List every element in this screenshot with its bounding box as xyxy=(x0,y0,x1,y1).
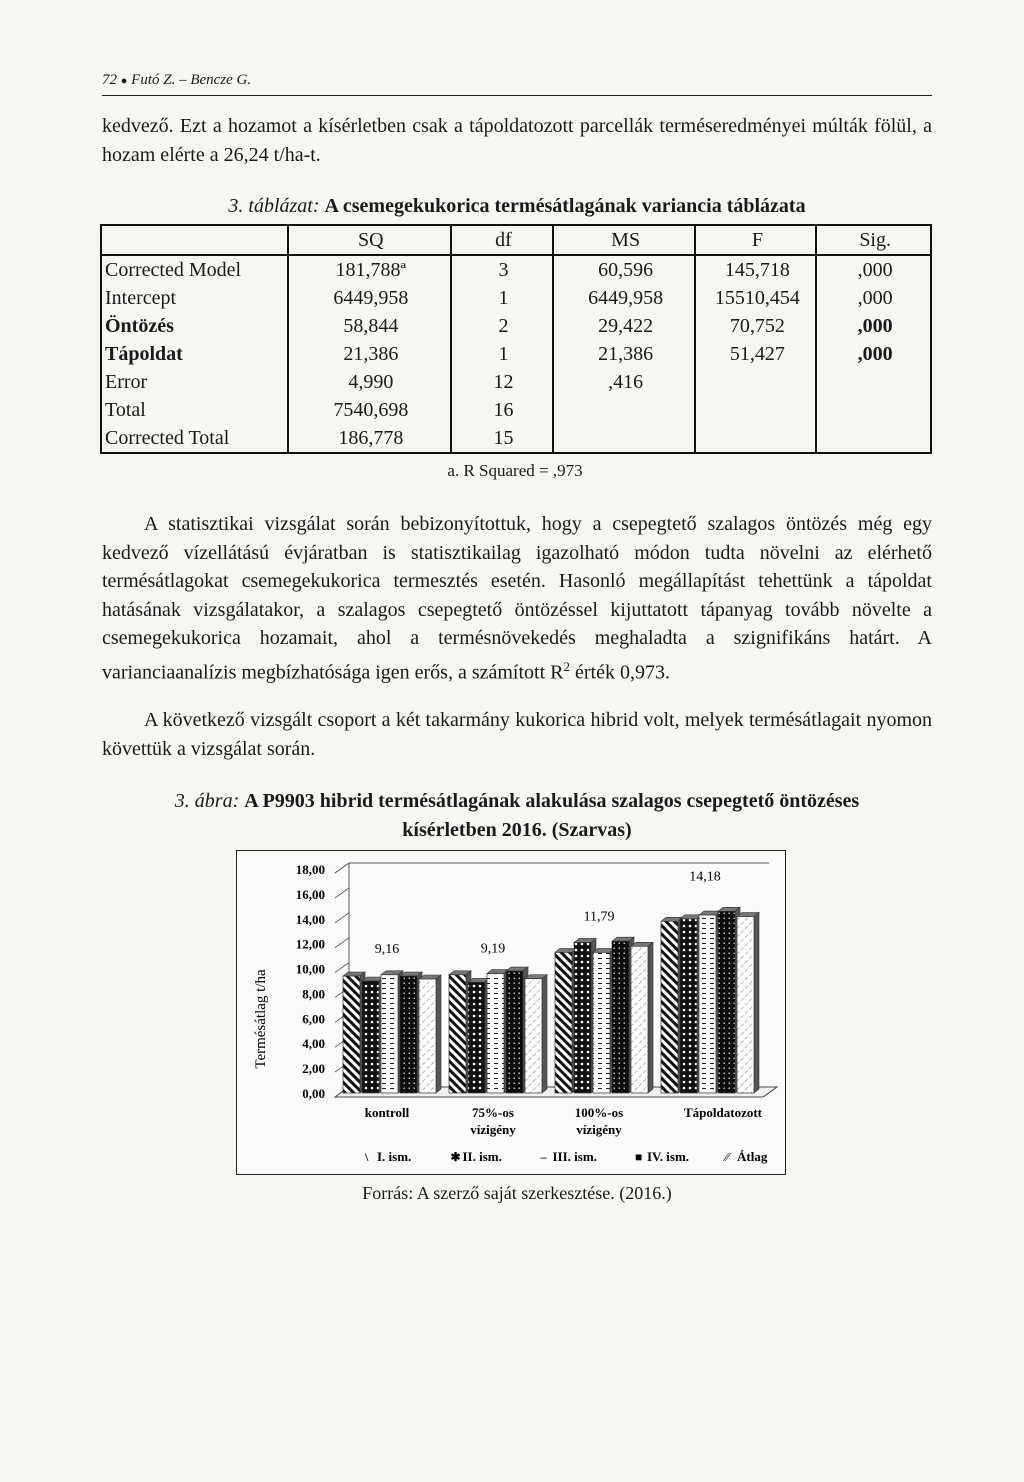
table-row xyxy=(101,396,931,424)
table-row xyxy=(101,340,931,368)
anova-header-sq: SQ xyxy=(288,225,452,255)
paragraph-1-superscript: 2 xyxy=(563,658,570,674)
anova-header-ms: MS xyxy=(553,225,696,255)
row-source: Tápoldat xyxy=(101,340,288,368)
y-tick-label: 16,00 xyxy=(295,886,325,902)
anova-footnote: a. R Squared = ,973 xyxy=(447,461,583,480)
row-f: 70,752 xyxy=(695,312,816,340)
row-sq: 21,386 xyxy=(288,340,452,368)
row-sq: 6449,958 xyxy=(288,284,452,312)
x-tick-label: vízigény xyxy=(470,1122,516,1137)
row-sq: 7540,698 xyxy=(288,396,452,424)
y-tick-mark xyxy=(335,938,349,948)
paragraph-1-tail: érték 0,973. xyxy=(570,661,670,684)
bar-side xyxy=(436,975,441,1093)
running-header xyxy=(102,72,932,89)
y-tick-mark xyxy=(335,963,349,973)
row-sig xyxy=(816,424,931,453)
table-row xyxy=(101,312,931,340)
row-sig: ,000 xyxy=(816,340,931,368)
bar xyxy=(381,975,398,1093)
table-row xyxy=(101,284,931,312)
y-tick-mark xyxy=(335,863,349,873)
row-source: Corrected Model xyxy=(101,255,288,284)
data-label: 11,79 xyxy=(583,909,615,925)
bar-side xyxy=(754,913,759,1093)
table-caption xyxy=(102,192,932,221)
data-label: 9,16 xyxy=(374,942,400,958)
bar xyxy=(593,952,610,1093)
bar xyxy=(574,942,591,1093)
row-f: 15510,454 xyxy=(695,284,816,312)
bar xyxy=(612,941,629,1093)
bar-side xyxy=(648,942,653,1093)
legend-label: I. ism. xyxy=(377,1149,412,1164)
table-row xyxy=(101,424,931,453)
x-tick-label: 100%-os xyxy=(574,1105,624,1120)
row-df: 3 xyxy=(451,255,553,284)
row-sig: ,000 xyxy=(816,312,931,340)
legend-marker: ∕∕ xyxy=(725,1150,730,1164)
bar xyxy=(468,982,485,1093)
chart-frame xyxy=(236,850,786,1175)
row-sq: 58,844 xyxy=(288,312,452,340)
row-df: 1 xyxy=(451,340,553,368)
paragraph-2 xyxy=(102,706,932,763)
y-tick-mark xyxy=(335,888,349,898)
figure-caption-label: 3. ábra: xyxy=(174,790,240,812)
bar xyxy=(631,946,648,1093)
bar xyxy=(718,911,735,1093)
header-authors: Futó Z. – Bencze G. xyxy=(131,72,252,88)
row-source: Total xyxy=(101,396,288,424)
row-source: Öntözés xyxy=(101,312,288,340)
data-label: 9,19 xyxy=(480,941,506,957)
bar xyxy=(680,919,697,1093)
anova-header-sig: Sig. xyxy=(816,225,931,255)
x-tick-label: kontroll xyxy=(364,1105,410,1120)
row-f: 145,718 xyxy=(695,255,816,284)
anova-header-source xyxy=(101,225,288,255)
legend-marker: ✱ xyxy=(450,1150,461,1164)
paragraph-1 xyxy=(102,510,932,687)
legend-marker: – xyxy=(540,1150,547,1164)
row-sq: 186,778 xyxy=(288,424,452,453)
data-label: 14,18 xyxy=(689,869,721,885)
bar xyxy=(661,921,678,1093)
row-sig xyxy=(816,396,931,424)
bar xyxy=(400,976,417,1093)
row-ms: 6449,958 xyxy=(553,284,696,312)
page-number: 72 xyxy=(102,72,117,88)
legend-label: Átlag xyxy=(737,1149,768,1164)
row-ms: 21,386 xyxy=(553,340,696,368)
intro-paragraph: kedvező. Ezt a hozamot a kísérletben csak a tápoldatozott parcellák terméseredményei múlták fölül, a hozam elérte a 26,24 t/ha-t. xyxy=(102,115,932,166)
y-tick-label: 10,00 xyxy=(295,961,325,977)
legend-marker: ■ xyxy=(635,1150,643,1164)
row-ms xyxy=(553,424,696,453)
bar xyxy=(419,979,436,1093)
row-sq: 4,990 xyxy=(288,368,452,396)
y-tick-label: 18,00 xyxy=(295,862,325,877)
row-source: Corrected Total xyxy=(101,424,288,453)
y-tick-mark xyxy=(335,913,349,923)
bar xyxy=(362,981,379,1093)
bar xyxy=(343,976,360,1093)
row-f xyxy=(695,396,816,424)
y-tick-label: 12,00 xyxy=(295,936,325,952)
x-tick-label: 75%-os xyxy=(472,1105,514,1120)
bar-chart xyxy=(237,851,785,1174)
y-tick-label: 8,00 xyxy=(302,986,325,1002)
bar xyxy=(525,979,542,1093)
row-source: Intercept xyxy=(101,284,288,312)
bar xyxy=(506,971,523,1093)
row-ms: 60,596 xyxy=(553,255,696,284)
row-sig: ,000 xyxy=(816,284,931,312)
bar xyxy=(699,915,716,1093)
figure-caption xyxy=(102,787,932,845)
row-ms xyxy=(553,396,696,424)
row-source: Error xyxy=(101,368,288,396)
header-rule xyxy=(102,95,932,96)
y-tick-label: 0,00 xyxy=(302,1086,325,1101)
table-row xyxy=(101,368,931,396)
bar xyxy=(555,952,572,1093)
table-caption-title: A csemegekukorica termésátlagának variancia táblázata xyxy=(324,195,806,217)
legend-label: III. ism. xyxy=(552,1149,597,1164)
y-axis-label: Termésátlag t/ha xyxy=(253,969,269,1069)
row-df: 15 xyxy=(451,424,553,453)
anova-table-head xyxy=(101,225,931,255)
figure-source: Forrás: A szerző saját szerkesztése. (2016.) xyxy=(362,1183,672,1203)
anova-header-df: df xyxy=(451,225,553,255)
bar-side xyxy=(542,975,547,1093)
row-df: 2 xyxy=(451,312,553,340)
table-caption-label: 3. táblázat: xyxy=(228,195,320,217)
x-tick-label: vízigény xyxy=(576,1122,622,1137)
legend-label: IV. ism. xyxy=(647,1149,690,1164)
figure-caption-title: A P9903 hibrid termésátlagának alakulása szalagos csepegtető öntözéses kísérletben 2016. (Szarvas) xyxy=(244,790,860,841)
legend-marker: \ xyxy=(365,1150,369,1164)
row-sig: ,000 xyxy=(816,255,931,284)
paragraph-2-text: A következő vizsgált csoport a két takarmány kukorica hibrid volt, melyek termésátlagait nyomon követtük a vizsgálat során. xyxy=(102,709,932,760)
row-f xyxy=(695,368,816,396)
row-f: 51,427 xyxy=(695,340,816,368)
row-sig xyxy=(816,368,931,396)
y-tick-label: 4,00 xyxy=(302,1036,325,1052)
paragraph-1-text: A statisztikai vizsgálat során bebizonyítottuk, hogy a csepegtető szalagos öntözés még egy kedvező vízellátású évjáratban is statisztikailag igazolható módon tudta növelni az elérhető termésátlagokat csemegekukorica termesztés esetén. Hasonló megállapítást tehettünk a tápoldat hatásának vizsgálatakor, a szalagos csepegtető öntözéssel kijuttatott tápanyag tovább növelte a csemegekukorica hozamait, ahol a termésnövekedés meghaladta a szignifikáns határt. A varianciaanalízis megbízhatósága igen erős, a számított R xyxy=(102,513,932,684)
row-f xyxy=(695,424,816,453)
header-bullet: ● xyxy=(120,75,128,87)
row-ms: ,416 xyxy=(553,368,696,396)
y-tick-label: 14,00 xyxy=(295,911,325,927)
bar xyxy=(487,974,504,1093)
anova-header-f: F xyxy=(695,225,816,255)
row-sq: 181,788ª xyxy=(288,255,452,284)
table-row xyxy=(101,255,931,284)
row-df: 12 xyxy=(451,368,553,396)
anova-table xyxy=(100,224,932,454)
y-tick-label: 2,00 xyxy=(302,1061,325,1077)
row-ms: 29,422 xyxy=(553,312,696,340)
row-df: 1 xyxy=(451,284,553,312)
legend-label: II. ism. xyxy=(462,1149,502,1164)
bar xyxy=(449,975,466,1093)
x-tick-label: Tápoldatozott xyxy=(684,1105,762,1120)
y-tick-label: 6,00 xyxy=(302,1011,325,1027)
row-df: 16 xyxy=(451,396,553,424)
bar xyxy=(737,917,754,1093)
